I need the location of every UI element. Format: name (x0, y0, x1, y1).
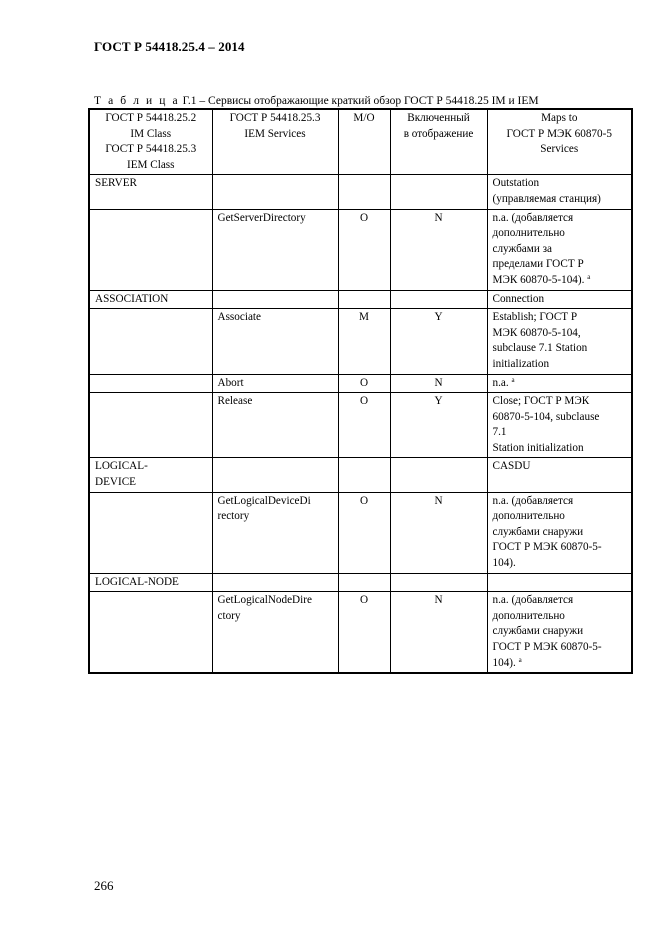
cell-im-class (89, 393, 212, 458)
cell-iem-service: Release (212, 393, 338, 458)
cell-im-class: LOGICAL-NODE (89, 573, 212, 592)
table-row (89, 290, 632, 309)
caption-text: Г.1 – Сервисы отображающие краткий обзор ГОСТ Р 54418.25 IM и IEM (179, 95, 539, 107)
cell-included: Y (390, 309, 487, 374)
cell-iem-service: GetLogicalDeviceDi rectory (212, 492, 338, 573)
cell-maps-to: n.a. $^a$ (487, 374, 632, 393)
cell-iem-service (212, 290, 338, 309)
cell-included (390, 175, 487, 209)
cell-mo (338, 458, 390, 492)
caption-prefix: Т а б л и ц а (94, 95, 180, 107)
footnote-marker: a (511, 375, 515, 384)
cell-im-class: LOGICAL- DEVICE (89, 458, 212, 492)
cell-maps-to: n.a. (добавляется дополнительно службами снаружи ГОСТ Р МЭК 60870-5- 104). $^a$ (487, 592, 632, 673)
header-im-class: ГОСТ Р 54418.25.2 IM Class ГОСТ Р 54418.25.3 IEM Class (89, 109, 212, 175)
footnote-marker: a (518, 655, 522, 664)
cell-iem-service: Abort (212, 374, 338, 393)
table-row (89, 458, 632, 492)
cell-iem-service (212, 175, 338, 209)
cell-maps-to: Connection (487, 290, 632, 309)
table-row (89, 592, 632, 673)
table-row (89, 175, 632, 209)
cell-maps-to (487, 573, 632, 592)
cell-iem-service (212, 458, 338, 492)
cell-mo: M (338, 309, 390, 374)
cell-mo: O (338, 492, 390, 573)
cell-maps-to: Outstation (управляемая станция) (487, 175, 632, 209)
cell-maps-to: Establish; ГОСТ Р МЭК 60870-5-104, subclause 7.1 Station initialization (487, 309, 632, 374)
services-table (88, 108, 633, 674)
cell-maps-to: n.a. (добавляется дополнительно службами за пределами ГОСТ Р МЭК 60870-5-104). $^a$ (487, 209, 632, 290)
cell-mo (338, 290, 390, 309)
cell-maps-to: n.a. (добавляется дополнительно службами снаружи ГОСТ Р МЭК 60870-5- 104). (487, 492, 632, 573)
cell-mo (338, 573, 390, 592)
cell-iem-service: GetServerDirectory (212, 209, 338, 290)
table-row (89, 492, 632, 573)
table-row (89, 309, 632, 374)
cell-included: N (390, 592, 487, 673)
cell-im-class (89, 209, 212, 290)
cell-im-class: SERVER (89, 175, 212, 209)
table-row (89, 573, 632, 592)
header-maps-to: Maps to ГОСТ Р МЭК 60870-5 Services (487, 109, 632, 175)
cell-included: N (390, 374, 487, 393)
cell-iem-service: Associate (212, 309, 338, 374)
cell-included (390, 290, 487, 309)
cell-im-class (89, 374, 212, 393)
table-row (89, 209, 632, 290)
cell-mo (338, 175, 390, 209)
table-row (89, 393, 632, 458)
table-row (89, 374, 632, 393)
cell-im-class: ASSOCIATION (89, 290, 212, 309)
cell-im-class (89, 309, 212, 374)
page-number: 266 (94, 878, 114, 893)
cell-im-class (89, 592, 212, 673)
cell-mo: O (338, 209, 390, 290)
footnote-marker: a (587, 272, 591, 281)
cell-included (390, 458, 487, 492)
cell-mo: O (338, 393, 390, 458)
table-header-row (89, 109, 632, 175)
header-included: Включенный в отображение (390, 109, 487, 175)
cell-mo: O (338, 374, 390, 393)
cell-maps-to: CASDU (487, 458, 632, 492)
header-iem-services: ГОСТ Р 54418.25.3 IEM Services (212, 109, 338, 175)
cell-im-class (89, 492, 212, 573)
cell-included: N (390, 209, 487, 290)
header-mo: M/O (338, 109, 390, 175)
cell-included (390, 573, 487, 592)
cell-mo: O (338, 592, 390, 673)
cell-iem-service (212, 573, 338, 592)
cell-iem-service: GetLogicalNodeDire ctory (212, 592, 338, 673)
document-title: ГОСТ Р 54418.25.4 – 2014 (94, 39, 245, 54)
cell-maps-to: Close; ГОСТ Р МЭК 60870-5-104, subclause 7.1 Station initialization (487, 393, 632, 458)
cell-included: N (390, 492, 487, 573)
table-caption (94, 95, 539, 107)
cell-included: Y (390, 393, 487, 458)
